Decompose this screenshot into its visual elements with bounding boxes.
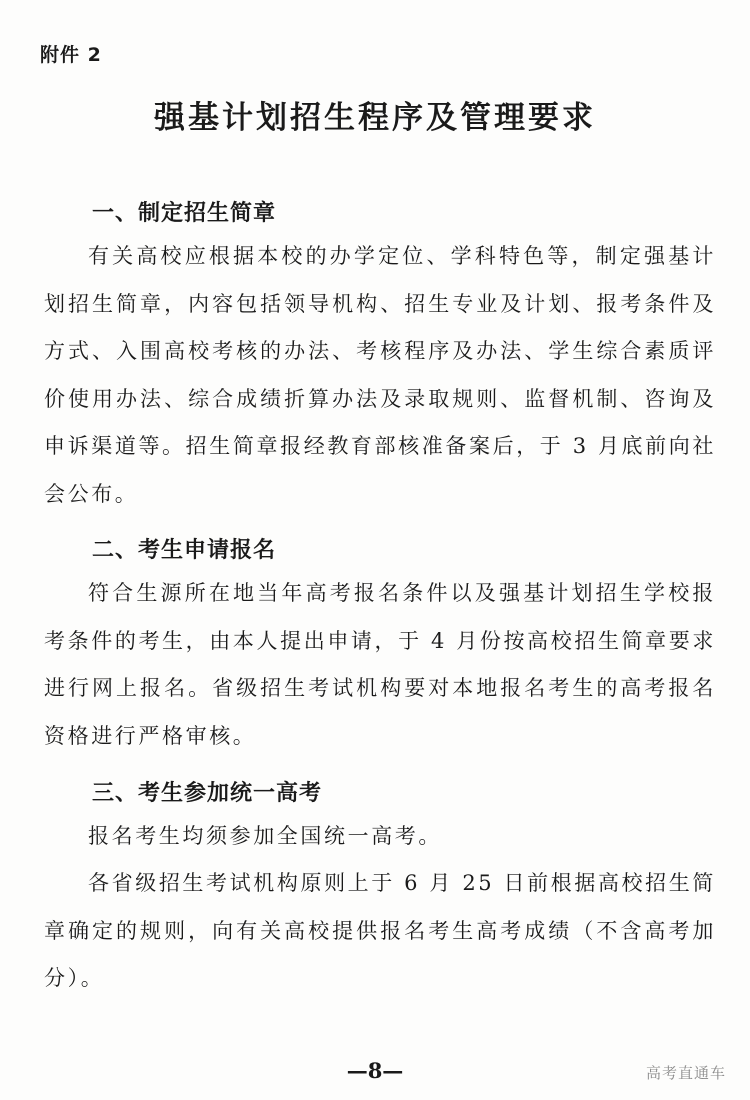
section-heading-1: 一、制定招生简章 xyxy=(92,201,277,226)
watermark: 高考直通车 xyxy=(645,1064,726,1082)
section-heading-2: 二、考生申请报名 xyxy=(92,538,277,563)
section-2-paragraph-1: 符合生源所在地当年高考报名条件以及强基计划招生学校报考条件的考生，由本人提出申请，于 4 月份按高校招生简章要求进行网上报名。省级招生考试机构要对本地报名考生的高考报名资格进行严格审核。 xyxy=(44,581,716,748)
section-heading-3: 三、考生参加统一高考 xyxy=(92,781,323,806)
attachment-label: 附件 2 xyxy=(40,44,102,66)
section-3-paragraph-2: 各省级招生考试机构原则上于 6 月 25 日前根据高校招生简章确定的规则，向有关高校提供报名考生高考成绩（不含高考加分）。 xyxy=(44,871,716,990)
document-title: 强基计划招生程序及管理要求 xyxy=(154,100,596,136)
section-1-paragraph-1: 有关高校应根据本校的办学定位、学科特色等，制定强基计划招生简章，内容包括领导机构、招生专业及计划、报考条件及方式、入围高校考核的办法、考核程序及办法、学生综合素质评价使用办法、综合成绩折算办法及录取规则、监督机制、咨询及申诉渠道等。招生简章报经教育部核准备案后，于 3 月底前向社会公布。 xyxy=(44,244,716,506)
section-3-paragraph-1: 报名考生均须参加全国统一高考。 xyxy=(88,824,442,848)
page-number: —8— xyxy=(346,1058,404,1083)
